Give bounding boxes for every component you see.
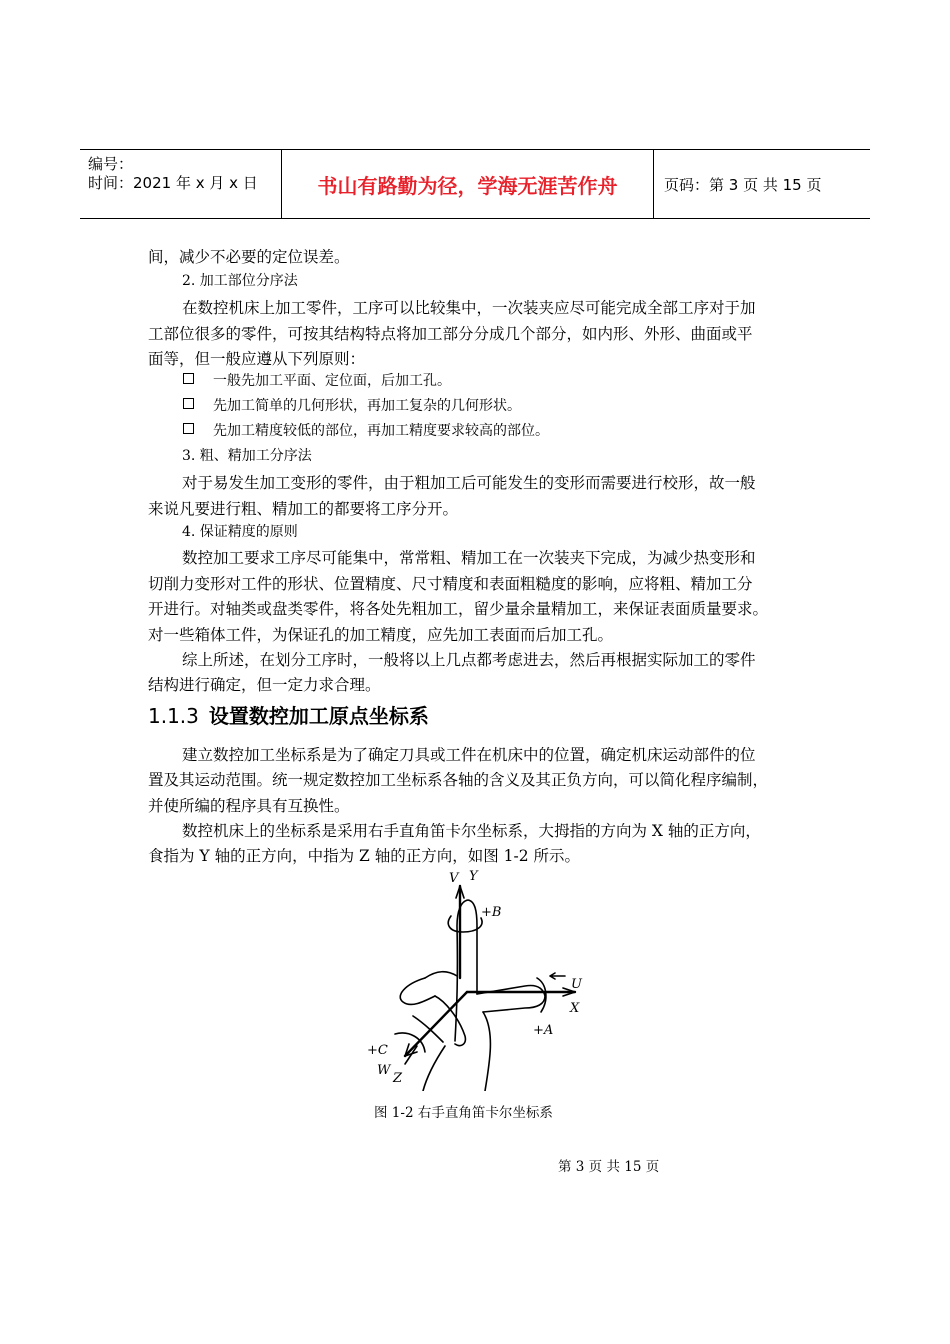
body-line: 来说凡要进行粗、精加工的都要将工序分开。 xyxy=(148,500,459,518)
body-line: 食指为 Y 轴的正方向，中指为 Z 轴的正方向，如图 1-2 所示。 xyxy=(148,847,581,865)
number-label: 编号： xyxy=(88,155,134,173)
label-v: V xyxy=(449,871,459,886)
figure-caption: 图 1-2 右手直角笛卡尔坐标系 xyxy=(374,1105,553,1121)
label-u: U xyxy=(571,977,582,992)
time-label: 时间：2021 年 x 月 x 日 xyxy=(88,174,258,192)
bullet-item: 一般先加工平面、定位面，后加工孔。 xyxy=(213,373,451,389)
section-title: 设置数控加工原点坐标系 xyxy=(208,704,429,728)
label-w: W xyxy=(377,1063,391,1078)
body-line: 开进行。对轴类或盘类零件，将各处先粗加工，留少量余量精加工，来保证表面质量要求。 xyxy=(148,600,769,618)
body-line: 对于易发生加工变形的零件，由于粗加工后可能发生的变形而需要进行校形，故一般 xyxy=(182,474,756,492)
checkbox-bullet-icon xyxy=(183,423,194,434)
body-line: 对一些箱体工件，为保证孔的加工精度，应先加工表面而后加工孔。 xyxy=(148,626,614,644)
header-left-cell xyxy=(80,150,280,218)
subheading: 3. 粗、精加工分序法 xyxy=(182,448,312,464)
body-line: 数控机床上的坐标系是采用右手直角笛卡尔坐标系，大拇指的方向为 X 轴的正方向， xyxy=(182,822,761,840)
page-info: 页码：第 3 页 共 15 页 xyxy=(664,175,822,194)
bullet-item: 先加工简单的几何形状，再加工复杂的几何形状。 xyxy=(213,398,521,414)
motto: 书山有路勤为径，学海无涯苦作舟 xyxy=(281,150,654,218)
body-line: 工部位很多的零件，可按其结构特点将加工部分分成几个部分，如内形、外形、曲面或平 xyxy=(148,325,753,343)
section-number: 1.1.3 xyxy=(148,704,199,728)
subheading: 4. 保证精度的原则 xyxy=(182,524,298,540)
checkbox-bullet-icon xyxy=(183,398,194,409)
bullet-item: 先加工精度较低的部位，再加工精度要求较高的部位。 xyxy=(213,423,549,439)
label-y: Y xyxy=(469,869,478,884)
checkbox-bullet-icon xyxy=(183,373,194,384)
body-line: 综上所述，在划分工序时，一般将以上几点都考虑进去，然后再根据实际加工的零件 xyxy=(182,651,756,669)
label-z: Z xyxy=(393,1071,403,1086)
body-line: 在数控机床上加工零件，工序可以比较集中，一次装夹应尽可能完成全部工序对于加 xyxy=(182,299,756,317)
body-line: 间，减少不必要的定位误差。 xyxy=(148,248,350,266)
body-line: 建立数控加工坐标系是为了确定刀具或工件在机床中的位置，确定机床运动部件的位 xyxy=(182,746,756,764)
label-b: +B xyxy=(481,905,502,920)
label-x: X xyxy=(570,1001,580,1016)
section-heading xyxy=(148,700,429,729)
subheading: 2. 加工部位分序法 xyxy=(182,273,298,289)
right-hand-illustration xyxy=(365,866,595,1091)
body-line: 置及其运动范围。统一规定数控加工坐标系各轴的含义及其正负方向，可以简化程序编制， xyxy=(148,771,769,789)
label-a: +A xyxy=(533,1023,554,1038)
body-line: 并使所编的程序具有互换性。 xyxy=(148,797,350,815)
page-footer: 第 3 页 共 15 页 xyxy=(558,1159,660,1175)
label-c: +C xyxy=(367,1043,388,1058)
header-table xyxy=(80,149,870,219)
body-line: 切削力变形对工件的形状、位置精度、尺寸精度和表面粗糙度的影响，应将粗、精加工分 xyxy=(148,575,753,593)
body-line: 结构进行确定，但一定力求合理。 xyxy=(148,676,381,694)
right-hand-coordinate-figure xyxy=(365,866,595,1091)
body-line: 数控加工要求工序尽可能集中，常常粗、精加工在一次装夹下完成，为减少热变形和 xyxy=(182,549,756,567)
body-line: 面等，但一般应遵从下列原则： xyxy=(148,350,366,368)
